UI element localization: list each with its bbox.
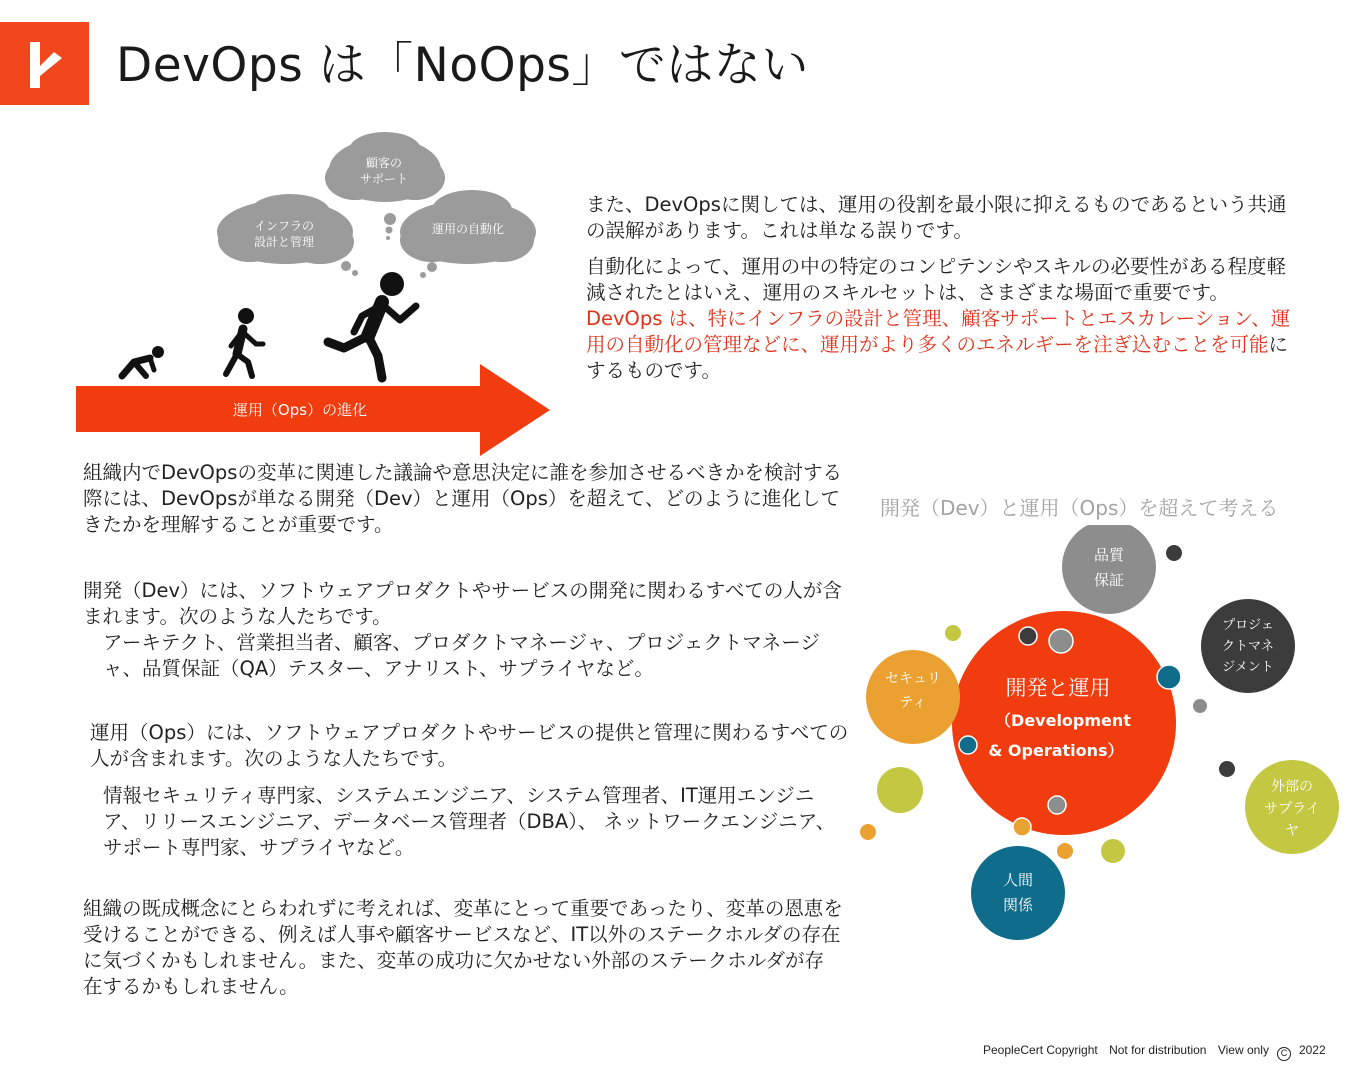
svg-text:人間: 人間 (1002, 871, 1034, 889)
cloud-infra-design (217, 194, 358, 276)
svg-text:品質: 品質 (1093, 546, 1125, 564)
automation-paragraph (586, 254, 1296, 384)
cloud-infra-line1: インフラの (253, 219, 315, 233)
svg-text:サプライ: サプライ (1264, 801, 1320, 817)
footer-year: 2022 (1298, 1043, 1326, 1057)
crouching-person-icon (122, 346, 164, 376)
cloud-infra-line2: 設計と管理 (253, 235, 315, 249)
footer (983, 1043, 1334, 1061)
bubble-external-supplier (1245, 760, 1339, 854)
cloud-ops-automation (400, 190, 536, 278)
svg-text:セキュリ: セキュリ (885, 671, 941, 687)
footer-distribution: Not for distribution (1109, 1043, 1207, 1057)
svg-text:関係: 関係 (1002, 896, 1034, 914)
center-title: 開発と運用 (1005, 676, 1111, 700)
brand-logo (0, 22, 89, 105)
footer-copyright: PeopleCert Copyright (983, 1043, 1098, 1057)
diagram-title: 開発（Dev）と運用（Ops）を超えて考える (880, 496, 1279, 520)
misconception-paragraph: また、DevOpsに関しては、運用の役割を最小限に抑えるものであるという共通の誤解があります。これは単なる誤りです。 (586, 193, 1287, 242)
bubble-human-relations (971, 846, 1065, 940)
dev-paragraph (83, 578, 843, 682)
center-sub1: （Development (995, 711, 1131, 730)
automation-highlight: DevOps は、特にインフラの設計と管理、顧客サポートとエスカレーション、運用の自動化の管理などに、運用がより多くのエネルギーを注ぎ込むことを可能 (586, 307, 1291, 356)
dev-intro: 開発（Dev）には、ソフトウェアプロダクトやサービスの開発に関わるすべての人が含まれます。次のような人たちです。 (83, 579, 842, 628)
automation-lead: 自動化によって、運用の中の特定のコンピテンシやスキルの必要性がある程度軽減されたとはいえ、運用のスキルセットは、さまざまな場面で重要です。 (586, 255, 1286, 304)
ops-list: 情報セキュリティ専門家、システムエンジニア、システム管理者、IT運用エンジニア、リリースエンジニア、データベース管理者（DBA）、 ネットワークエンジニア、サポート専門家、サプライヤなど。 (103, 784, 836, 859)
walking-person-icon (226, 308, 263, 376)
svg-text:プロジェ: プロジェ (1222, 618, 1274, 633)
svg-text:外部の: 外部の (1271, 779, 1313, 795)
bubble-project-management (1201, 599, 1295, 693)
cloud-automation-label: 運用の自動化 (431, 222, 505, 236)
cloud-support-line1: 顧客の (365, 156, 403, 170)
center-sub2: & Operations） (988, 741, 1124, 760)
bubble-quality-assurance (1062, 525, 1156, 614)
running-person-icon (328, 272, 416, 378)
ops-evolution-illustration (70, 130, 560, 464)
svg-text:ティ: ティ (899, 695, 927, 711)
intro-paragraph: 組織内でDevOpsの変革に関連した議論や意思決定に誰を参加させるべきかを検討する際には、DevOpsが単なる開発（Dev）と運用（Ops）を超えて、どのように進化してきたかを理解することが重要です。 (83, 461, 842, 536)
stakeholder-paragraph: 組織の既成概念にとらわれずに考えれば、変革にとって重要であったり、変革の恩恵を受けることができる、例えば人事や顧客サービスなど、IT以外のステークホルダの存在に気づくかもしれません。また、変革の成功に欠かせない外部のステークホルダが存在するかもしれません。 (83, 897, 843, 998)
copyright-icon: C (1277, 1047, 1291, 1061)
page-title: DevOps は「NoOps」ではない (116, 38, 809, 93)
logo-mark-icon (0, 22, 89, 105)
svg-text:保証: 保証 (1093, 571, 1125, 589)
svg-text:ジメント: ジメント (1222, 660, 1274, 675)
automation-tail: にするものです。 (586, 333, 1289, 382)
arrow-label: 運用（Ops）の進化 (232, 401, 368, 419)
svg-text:クトマネ: クトマネ (1221, 639, 1275, 654)
bubble-security (866, 650, 960, 744)
ops-intro: 運用（Ops）には、ソフトウェアプロダクトやサービスの提供と管理に関わるすべての人が含まれます。次のような人たちです。 (90, 721, 849, 770)
dev-list: アーキテクト、営業担当者、顧客、プロダクトマネージャ、プロジェクトマネージャ、品質保証（QA）テスター、アナリスト、サプライヤなど。 (103, 631, 820, 680)
footer-view: View only (1217, 1043, 1269, 1057)
svg-text:ヤ: ヤ (1285, 823, 1299, 839)
beyond-devops-diagram (850, 525, 1350, 949)
cloud-support-line2: サポート (359, 172, 409, 186)
